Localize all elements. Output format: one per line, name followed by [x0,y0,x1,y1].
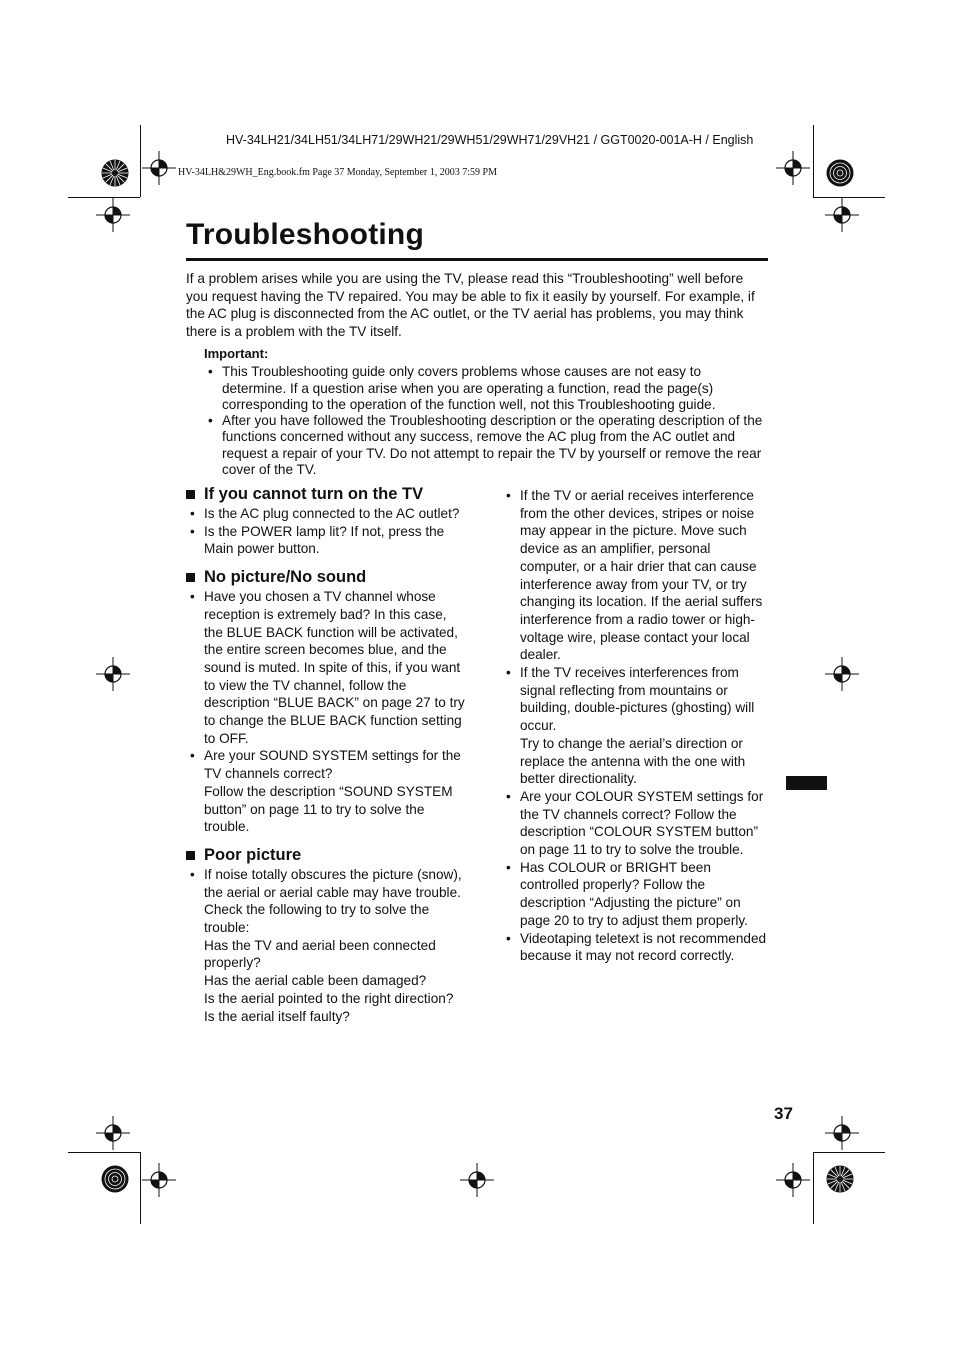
section-heading-text: If you cannot turn on the TV [204,485,424,503]
section-heading [186,568,468,587]
list-item: • Has COLOUR or BRIGHT been controlled properly? Follow the description “Adjusting the picture” on page 20 to try to adjust them properly. [502,859,772,930]
important-notes [204,346,768,478]
crop-line [813,1152,885,1153]
registration-mark-icon [460,1163,494,1197]
list-item: • If the TV or aerial receives interference from the other devices, stripes or noise may appear in the picture. Move such device as an amplifier, personal computer, or a hair drier that can cause interference away from your TV, or try changing its location. If the aerial suffers interference from a radio tower or high-voltage wire, please contact your local dealer. [502,487,772,664]
bullet-square-icon [186,851,195,860]
section-thumb-tab [786,776,827,790]
sunburst-target-icon [825,1164,855,1194]
registration-mark-icon [776,151,810,185]
section-cannot-turn-on [186,485,468,558]
crop-line [68,1152,140,1153]
registration-mark-icon [142,151,176,185]
crop-line [140,1152,141,1224]
crop-line [813,125,814,197]
registration-mark-icon [825,657,859,691]
registration-mark-icon [96,198,130,232]
important-list [204,364,768,478]
list-item: • Is the AC plug connected to the AC outlet? [186,505,468,523]
sunburst-target-icon [100,158,130,188]
crop-line [140,125,141,197]
title-underline [186,258,768,261]
list-item: • Are your COLOUR SYSTEM settings for the TV channels correct? Follow the description “COLOUR SYSTEM button” on page 11 to try to solve the trouble. [502,788,772,859]
important-item: • This Troubleshooting guide only covers problems whose causes are not easy to determine. If a question arise when you are operating a function, read the page(s) corresponding to the operation of the function well, not this Troubleshooting guide. [204,364,768,413]
page-title: Troubleshooting [186,218,424,251]
registration-mark-icon [825,1116,859,1150]
important-item: • After you have followed the Troubleshooting description or the operating description of the functions concerned without any success, remove the AC plug from the AC outlet and request a repair of your TV. Do not attempt to repair the TV by yourself or remove the rear cover of the TV. [204,413,768,478]
section-heading [186,846,468,865]
section-heading-text: Poor picture [204,845,302,864]
section-list [186,866,468,1025]
poor-picture-continued-list [502,487,772,965]
section-list [186,505,468,558]
section-heading [186,485,468,504]
list-item: • Have you chosen a TV channel whose reception is extremely bad? In this case, the BLUE BACK function will be activated, the entire screen becomes blue, and the sound is muted. In spite of this, if you want to view the TV channel, follow the description “BLUE BACK” on page 27 to try to change the BLUE BACK function setting to OFF. [186,588,468,747]
registration-mark-icon [776,1163,810,1197]
important-label: Important: [204,346,269,361]
list-item: • If noise totally obscures the picture (snow), the aerial or aerial cable may have trouble. Check the following to try to solve the trouble: Has the TV and aerial been connected properly? Has the aerial cable been damaged? Is the aerial pointed to the right direction? Is the aerial itself faulty? [186,866,468,1025]
section-heading-text: No picture/No sound [204,568,367,587]
crop-line [813,1152,814,1224]
right-column [502,487,772,965]
left-column [186,485,468,1035]
registration-mark-icon [142,1163,176,1197]
section-no-picture-no-sound [186,568,468,836]
list-item: • Is the POWER lamp lit? If not, press the Main power button. [186,523,468,558]
book-file-info: HV-34LH&29WH_Eng.book.fm Page 37 Monday, September 1, 2003 7:59 PM [178,167,497,178]
bullet-square-icon [186,490,195,499]
section-list [186,588,468,836]
sunburst-target-icon [100,1164,130,1194]
intro-paragraph: If a problem arises while you are using the TV, please read this “Troubleshooting” well before you request having the TV repaired. You may be able to fix it easily by yourself. For example, if the AC plug is disconnected from the AC outlet, or the TV aerial has problems, you may think there is a problem with the TV itself. [186,271,755,339]
registration-mark-icon [96,1116,130,1150]
list-item: • Are your SOUND SYSTEM settings for the TV channels correct? Follow the description “SOUND SYSTEM button” on page 11 to try to solve the trouble. [186,747,468,836]
registration-mark-icon [825,198,859,232]
list-item: • Videotaping teletext is not recommended because it may not record correctly. [502,930,772,965]
list-item: • If the TV receives interferences from signal reflecting from mountains or building, double-pictures (ghosting) will occur. Try to change the aerial’s direction or replace the antenna with the one with better directionality. [502,664,772,788]
model-code-header: HV-34LH21/34LH51/34LH71/29WH21/29WH51/29WH71/29VH21 / GGT0020-001A-H / English [226,133,754,147]
registration-mark-icon [96,657,130,691]
bullet-square-icon [186,573,195,582]
section-poor-picture [186,846,468,1025]
sunburst-target-icon [825,158,855,188]
page-number: 37 [774,1104,793,1123]
